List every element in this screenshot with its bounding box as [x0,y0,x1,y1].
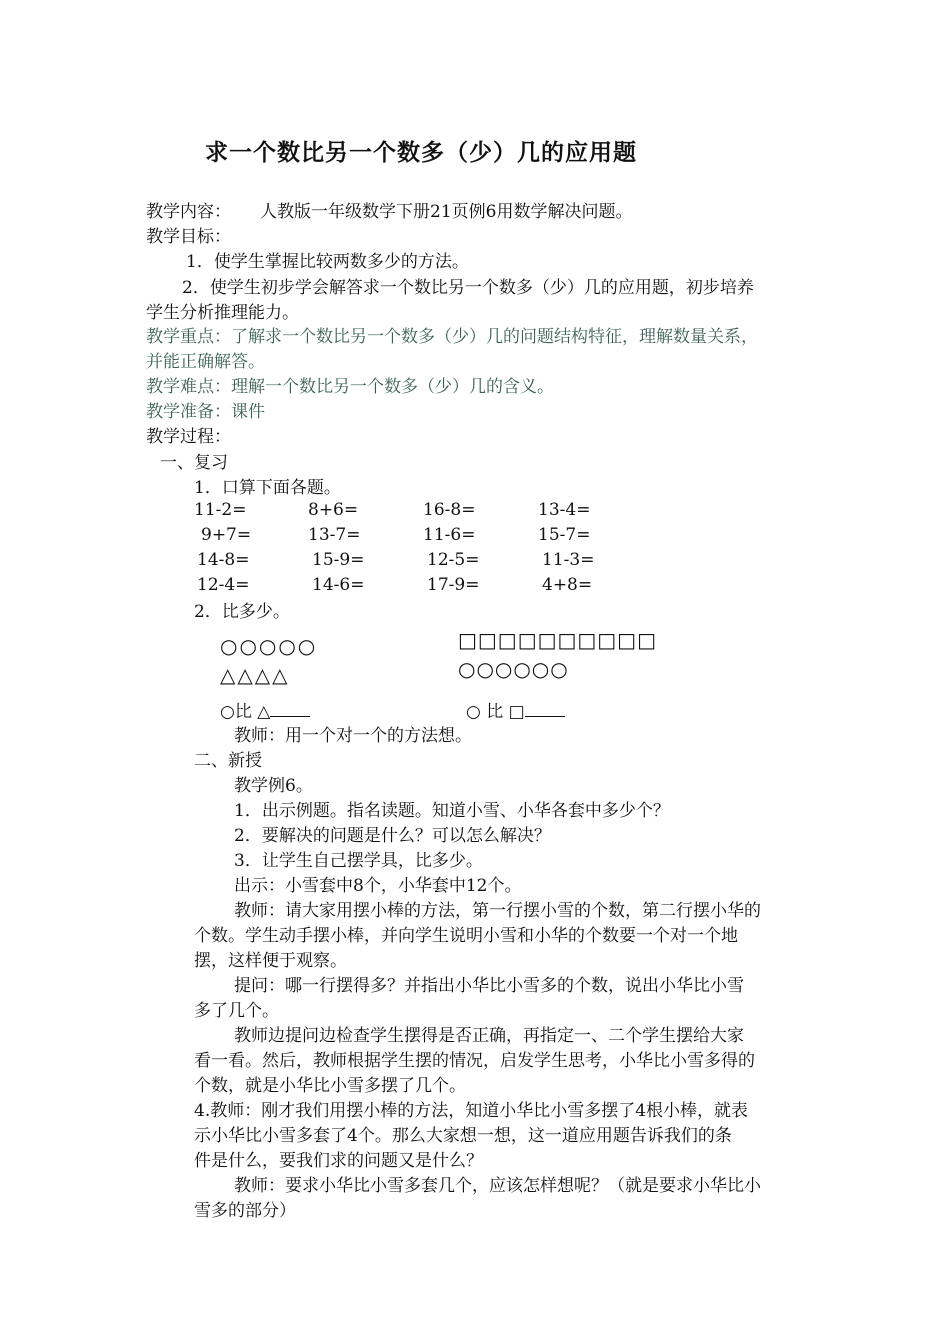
page-title: 求一个数比另一个数多（少）几的应用题 [205,140,637,166]
math-cell: 12-4= [197,575,250,595]
difficulty: 教学难点：理解一个数比另一个数多（少）几的含义。 [146,377,554,397]
content-text: 人教版一年级数学下册21页例6用数学解决问题。 [260,202,633,222]
paragraph-4-line-2: 示小华比小雪多套了4个。那么大家想一想，这一道应用题告诉我们的条 [194,1126,732,1146]
math-cell: 14-8= [197,550,250,570]
circle-row-left: ○○○○○ [220,634,318,658]
math-cell: 15-7= [538,525,591,545]
compare-left-text: ○比 △ [220,702,271,722]
goals-label: 教学目标： [146,227,231,247]
math-cell: 13-7= [308,525,361,545]
step-3: 3．让学生自己摆学具，比多少。 [234,851,483,871]
math-cell: 4+8= [542,575,593,595]
paragraph-4-line-1: 4.教师：刚才我们用摆小棒的方法，知道小华比小雪多摆了4根小棒，就表 [194,1101,749,1121]
compare-right [466,700,565,724]
goal-1: 1．使学生掌握比较两数多少的方法。 [186,252,469,272]
paragraph-3-line-2: 看一看。然后，教师根据学生摆的情况，启发学生思考，小华比小雪多得的 [194,1051,755,1071]
compare-right-text: ○ 比 □ [466,702,525,722]
review-item-2: 2．比多少。 [194,602,290,622]
math-cell: 15-9= [312,550,365,570]
section-new: 二、新授 [194,751,262,771]
triangle-row-left: △△△△ [220,663,290,687]
step-2: 2．要解决的问题是什么？可以怎么解决？ [234,826,551,846]
show-data: 出示：小雪套中8个，小华套中12个。 [234,876,522,896]
math-cell: 9+7= [201,525,252,545]
section-review: 一、复习 [160,453,228,473]
math-cell: 14-6= [312,575,365,595]
paragraph-5-line-1: 教师：要求小华比小雪多套几个，应该怎样想呢？（就是要求小华比小 [234,1176,761,1196]
review-item-1: 1．口算下面各题。 [194,478,341,498]
math-cell: 16-8= [423,500,476,520]
math-cell: 11-2= [194,500,247,520]
paragraph-1-line-3: 摆，这样便于观察。 [194,951,347,971]
key-point-line-1: 教学重点：了解求一个数比另一个数多（少）几的问题结构特征，理解数量关系， [146,327,758,347]
math-cell: 12-5= [427,550,480,570]
goal-2-line-1: 2．使学生初步学会解答求一个数比另一个数多（少）几的应用题，初步培养 [182,278,754,298]
paragraph-2-line-1: 提问：哪一行摆得多？并指出小华比小雪多的个数，说出小华比小雪 [234,976,744,996]
paragraph-3-line-3: 个数，就是小华比小雪多摆了几个。 [194,1076,466,1096]
step-1: 1．出示例题。指名读题。知道小雪、小华各套中多少个？ [234,801,670,821]
math-cell: 13-4= [538,500,591,520]
paragraph-1-line-2: 个数。学生动手摆小棒，并向学生说明小雪和小华的个数要一个对一个地 [194,926,738,946]
math-cell: 11-6= [423,525,476,545]
paragraph-5-line-2: 雪多的部分） [194,1201,296,1221]
compare-left [220,700,310,724]
math-cell: 17-9= [427,575,480,595]
preparation: 教学准备：课件 [146,402,265,422]
process-label: 教学过程： [146,427,231,447]
content-label: 教学内容： [146,202,231,222]
paragraph-4-line-3: 件是什么，要我们求的问题又是什么？ [194,1151,483,1171]
math-cell: 8+6= [308,500,359,520]
paragraph-3-line-1: 教师边提问边检查学生摆得是否正确，再指定一、二个学生摆给大家 [234,1026,744,1046]
key-point-line-2: 并能正确解答。 [146,352,265,372]
paragraph-1-line-1: 教师：请大家用摆小棒的方法，第一行摆小雪的个数，第二行摆小华的 [234,901,761,921]
teacher-method: 教师：用一个对一个的方法想。 [234,726,472,746]
paragraph-2-line-2: 多了几个。 [194,1001,279,1021]
answer-blank [270,700,310,717]
answer-blank [525,700,565,717]
math-cell: 11-3= [542,550,595,570]
square-row-right: □□□□□□□□□□ [458,628,657,652]
circle-row-right: ○○○○○○ [458,657,569,681]
example-label: 教学例6。 [234,776,313,796]
goal-2-line-2: 学生分析推理能力。 [146,303,299,323]
